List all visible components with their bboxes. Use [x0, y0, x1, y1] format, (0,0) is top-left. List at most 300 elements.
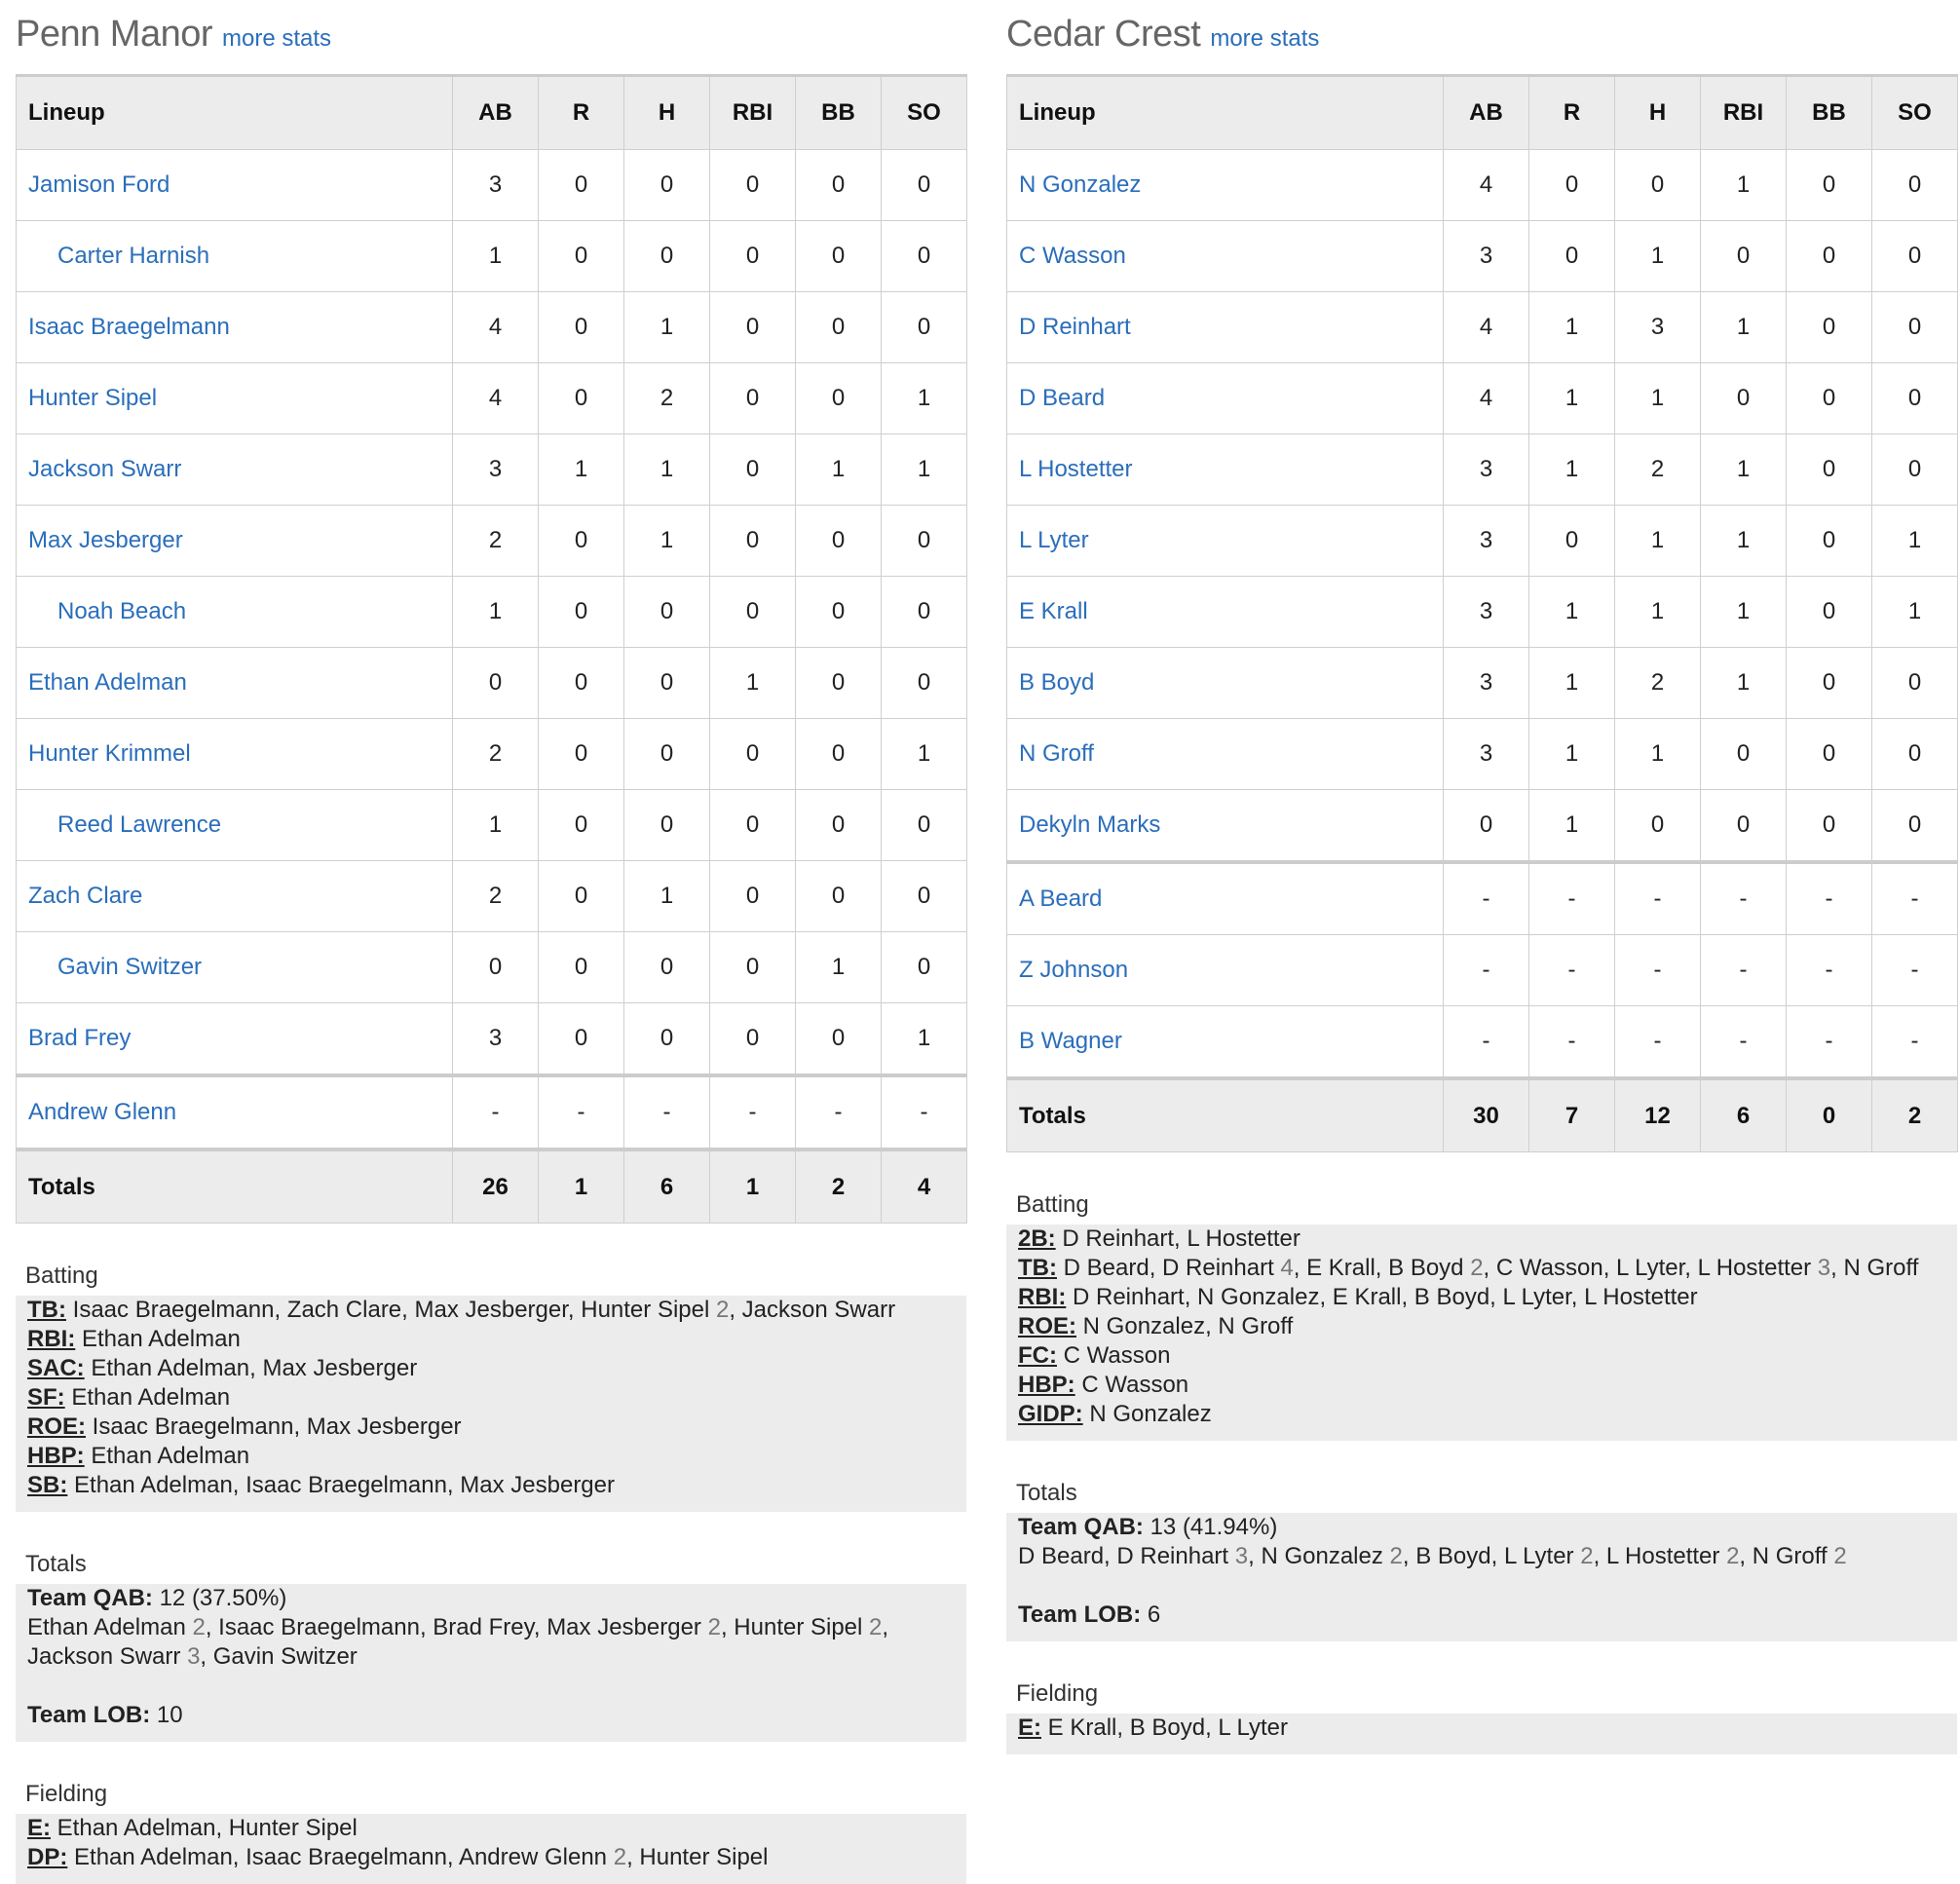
stat-cell: 1 [1872, 577, 1958, 648]
stat-cell: 0 [882, 221, 967, 292]
stat-label: DP: [27, 1844, 68, 1870]
column-header: BB [1787, 76, 1872, 150]
stat-cell: 2 [1615, 648, 1701, 719]
stat-count: 2 [869, 1614, 883, 1640]
stat-cell: 0 [882, 790, 967, 861]
batting-line [1018, 1312, 1945, 1341]
stat-count: 2 [715, 1297, 730, 1323]
totals-label: Totals [17, 1149, 453, 1224]
stat-cell: 0 [796, 150, 882, 221]
qab-players-line [27, 1613, 955, 1642]
stat-cell: 1 [1701, 577, 1787, 648]
stat-cell: - [1615, 935, 1701, 1006]
team-qab-value: 12 (37.50%) [159, 1585, 287, 1611]
stat-cell: 3 [1444, 434, 1529, 506]
stat-cell: 0 [624, 1003, 710, 1076]
column-header: AB [453, 76, 539, 150]
stat-text: C Wasson [1063, 1342, 1171, 1369]
player-row [17, 221, 967, 292]
team-lob-label: Team LOB: [1018, 1601, 1142, 1628]
team-qab-label: Team QAB: [1018, 1514, 1144, 1540]
stat-cell: 0 [1701, 719, 1787, 790]
player-name-link[interactable]: Max Jesberger [17, 506, 453, 577]
column-header: RBI [710, 76, 796, 150]
stat-cell: 0 [796, 1003, 882, 1076]
stat-cell: - [1529, 1006, 1615, 1079]
player-name-link[interactable]: A Beard [1007, 862, 1444, 935]
batting-line [27, 1325, 955, 1354]
stat-text: D Reinhart, L Hostetter [1062, 1225, 1300, 1252]
fielding-box [1006, 1675, 1957, 1754]
player-name-link[interactable]: Carter Harnish [17, 221, 453, 292]
batting-title: Batting [1006, 1186, 1957, 1225]
stat-label: SF: [27, 1384, 65, 1411]
stat-text: , Jackson Swarr [729, 1297, 896, 1323]
player-name-link[interactable]: Hunter Sipel [17, 363, 453, 434]
stat-label: 2B: [1018, 1225, 1056, 1252]
stat-cell: 0 [710, 577, 796, 648]
stat-cell: - [1615, 862, 1701, 935]
totals-cell: 2 [1872, 1078, 1958, 1152]
stat-cell: 0 [710, 363, 796, 434]
player-name-link[interactable]: Jackson Swarr [17, 434, 453, 506]
stat-cell: 2 [624, 363, 710, 434]
player-name-link[interactable]: Brad Frey [17, 1003, 453, 1076]
stat-count: 2 [613, 1844, 627, 1870]
player-row [1007, 862, 1958, 935]
player-name-link[interactable]: C Wasson [1007, 221, 1444, 292]
stat-text: Ethan Adelman, Isaac Braegelmann, Andrew Glenn [74, 1844, 614, 1870]
stat-cell: 0 [624, 648, 710, 719]
stat-text: D Beard, D Reinhart [1018, 1543, 1235, 1569]
stat-text: , Hunter Sipel [626, 1844, 769, 1870]
stat-cell: 0 [1872, 150, 1958, 221]
player-name-link[interactable]: Hunter Krimmel [17, 719, 453, 790]
stat-label: E: [27, 1815, 51, 1841]
stat-cell: 0 [1872, 434, 1958, 506]
stat-cell: 1 [1529, 648, 1615, 719]
stat-cell: 0 [882, 861, 967, 932]
totals-cell: 26 [453, 1149, 539, 1224]
column-header: RBI [1701, 76, 1787, 150]
team-lob-label: Team LOB: [27, 1702, 151, 1728]
stat-cell: 1 [1701, 648, 1787, 719]
team-qab-value: 13 (41.94%) [1150, 1514, 1278, 1540]
player-name-link[interactable]: N Gonzalez [1007, 150, 1444, 221]
fielding-line [27, 1814, 955, 1843]
totals-cell: 30 [1444, 1078, 1529, 1152]
stat-cell: 1 [1701, 292, 1787, 363]
stat-cell: 1 [882, 719, 967, 790]
more-stats-link[interactable]: more stats [222, 25, 332, 52]
column-header: SO [882, 76, 967, 150]
stat-cell: 1 [453, 221, 539, 292]
player-row [17, 363, 967, 434]
stat-cell: - [624, 1075, 710, 1149]
stat-cell: 0 [1872, 363, 1958, 434]
stat-count: 4 [1280, 1255, 1294, 1281]
stat-cell: 1 [710, 648, 796, 719]
stat-text: D Reinhart, N Gonzalez, E Krall, B Boyd, L Lyter, L Hostetter [1073, 1284, 1698, 1310]
stat-cell: - [1529, 862, 1615, 935]
player-row [1007, 719, 1958, 790]
stat-cell: 1 [1701, 434, 1787, 506]
stat-label: TB: [1018, 1255, 1057, 1281]
stat-text: , N Gonzalez [1248, 1543, 1390, 1569]
player-row [17, 719, 967, 790]
player-row [17, 932, 967, 1003]
stat-cell: 0 [539, 577, 624, 648]
stat-text: Ethan Adelman [27, 1614, 193, 1640]
table-header-row [1007, 76, 1958, 150]
stat-cell: 1 [1701, 506, 1787, 577]
stat-cell: 0 [1787, 577, 1872, 648]
stat-cell: 0 [710, 719, 796, 790]
stat-label: E: [1018, 1714, 1041, 1741]
stat-cell: 0 [453, 648, 539, 719]
stat-cell: 0 [1444, 790, 1529, 863]
player-name-link[interactable]: Isaac Braegelmann [17, 292, 453, 363]
batting-title: Batting [16, 1257, 966, 1296]
stat-cell: 0 [796, 648, 882, 719]
stat-count: 3 [1234, 1543, 1249, 1569]
team-qab-line [1018, 1513, 1945, 1542]
batting-line [27, 1442, 955, 1471]
player-row [1007, 577, 1958, 648]
stat-cell: - [882, 1075, 967, 1149]
batting-line [27, 1413, 955, 1442]
stat-text: Ethan Adelman, Hunter Sipel [57, 1815, 358, 1841]
player-name-link[interactable]: Dekyln Marks [1007, 790, 1444, 863]
team-name: Cedar Crest [1006, 14, 1201, 55]
player-name-link[interactable]: Jamison Ford [17, 150, 453, 221]
player-row [17, 150, 967, 221]
totals-row [1007, 1078, 1958, 1152]
stat-count: 3 [1817, 1255, 1831, 1281]
stat-cell: - [1872, 1006, 1958, 1079]
stat-cell: 3 [453, 434, 539, 506]
stat-cell: 0 [796, 506, 882, 577]
stat-text: N Gonzalez, N Groff [1082, 1313, 1294, 1339]
stat-cell: 0 [1529, 150, 1615, 221]
stat-cell: 1 [453, 577, 539, 648]
qab-players-line [1018, 1542, 1945, 1571]
stat-cell: 0 [624, 221, 710, 292]
stat-cell: 0 [796, 292, 882, 363]
stat-cell: 0 [539, 790, 624, 861]
stat-cell: 0 [710, 1003, 796, 1076]
stat-cell: 1 [453, 790, 539, 861]
player-name-link[interactable]: Z Johnson [1007, 935, 1444, 1006]
stat-cell: 0 [539, 719, 624, 790]
stat-cell: - [1787, 862, 1872, 935]
stat-cell: 3 [1444, 577, 1529, 648]
stat-cell: 0 [882, 150, 967, 221]
player-row [1007, 506, 1958, 577]
stat-text: , N Groff [1739, 1543, 1834, 1569]
stat-cell: 0 [796, 861, 882, 932]
stat-cell: 1 [1615, 719, 1701, 790]
stat-text: , Isaac Braegelmann, Brad Frey, Max Jesberger [205, 1614, 708, 1640]
stat-cell: 0 [882, 506, 967, 577]
stat-text: Ethan Adelman, Max Jesberger [91, 1355, 418, 1381]
stat-label: RBI: [27, 1326, 76, 1352]
player-name-link[interactable]: Noah Beach [17, 577, 453, 648]
player-row [17, 1075, 967, 1149]
player-name-link[interactable]: Zach Clare [17, 861, 453, 932]
player-name-link[interactable]: Gavin Switzer [17, 932, 453, 1003]
totals-label: Totals [1007, 1078, 1444, 1152]
stat-cell: 1 [1529, 434, 1615, 506]
stat-cell: 2 [453, 719, 539, 790]
stat-cell: 0 [710, 506, 796, 577]
totals-cell: 1 [539, 1149, 624, 1224]
stat-cell: 3 [1444, 648, 1529, 719]
stat-cell: - [796, 1075, 882, 1149]
stat-cell: 4 [1444, 363, 1529, 434]
batting-line [1018, 1341, 1945, 1371]
player-row [1007, 292, 1958, 363]
batting-line [1018, 1400, 1945, 1429]
stat-cell: 0 [710, 150, 796, 221]
stat-cell: 0 [710, 932, 796, 1003]
stat-cell: - [1701, 1006, 1787, 1079]
stat-cell: 0 [1615, 790, 1701, 863]
stat-cell: - [1701, 935, 1787, 1006]
stat-count: 2 [1470, 1255, 1484, 1281]
totals-cell: 0 [1787, 1078, 1872, 1152]
player-row [1007, 790, 1958, 863]
player-name-link[interactable]: L Hostetter [1007, 434, 1444, 506]
stat-cell: 0 [539, 292, 624, 363]
team-qab-line [27, 1584, 955, 1613]
stat-cell: 1 [1615, 506, 1701, 577]
player-name-link[interactable]: B Wagner [1007, 1006, 1444, 1079]
stat-cell: - [1787, 1006, 1872, 1079]
column-header: R [1529, 76, 1615, 150]
stat-cell: 0 [539, 506, 624, 577]
stat-cell: 0 [539, 932, 624, 1003]
stat-cell: 0 [1787, 363, 1872, 434]
stat-cell: 0 [1872, 790, 1958, 863]
player-name-link[interactable]: N Groff [1007, 719, 1444, 790]
stat-text: , E Krall, B Boyd [1293, 1255, 1471, 1281]
player-row [17, 506, 967, 577]
team-lob-value: 10 [156, 1702, 183, 1728]
team-column-home [16, 14, 966, 1884]
player-name-link[interactable]: L Lyter [1007, 506, 1444, 577]
batting-box [16, 1257, 966, 1512]
stat-count: 2 [1580, 1543, 1594, 1569]
player-name-link[interactable]: Andrew Glenn [17, 1075, 453, 1149]
stat-label: FC: [1018, 1342, 1057, 1369]
player-row [1007, 935, 1958, 1006]
totals-cell: 6 [624, 1149, 710, 1224]
stat-cell: 0 [1787, 790, 1872, 863]
batting-line [27, 1296, 955, 1325]
column-header: AB [1444, 76, 1529, 150]
column-header: H [624, 76, 710, 150]
column-header: H [1615, 76, 1701, 150]
stat-cell: 1 [624, 434, 710, 506]
stat-cell: 0 [1787, 719, 1872, 790]
player-name-link[interactable]: Ethan Adelman [17, 648, 453, 719]
player-name-link[interactable]: Reed Lawrence [17, 790, 453, 861]
player-row [17, 1003, 967, 1076]
stat-cell: 1 [624, 292, 710, 363]
batting-line [1018, 1225, 1945, 1254]
team-lob-value: 6 [1147, 1601, 1161, 1628]
stat-cell: 0 [1787, 506, 1872, 577]
player-row [1007, 363, 1958, 434]
team-lob-line [1018, 1601, 1945, 1630]
stat-cell: 0 [1787, 648, 1872, 719]
stat-cell: 2 [1615, 434, 1701, 506]
qab-players-line [27, 1642, 955, 1672]
stat-cell: 3 [1444, 506, 1529, 577]
player-row [17, 577, 967, 648]
stat-cell: 0 [624, 932, 710, 1003]
stat-cell: 3 [453, 150, 539, 221]
stat-text: Ethan Adelman [71, 1384, 231, 1411]
fielding-line [1018, 1714, 1945, 1743]
table-header-row [17, 76, 967, 150]
column-header: BB [796, 76, 882, 150]
stat-cell: 0 [624, 790, 710, 861]
stat-text: D Beard, D Reinhart [1063, 1255, 1281, 1281]
totals-cell: 12 [1615, 1078, 1701, 1152]
stat-cell: 0 [882, 648, 967, 719]
stat-count: 2 [192, 1614, 206, 1640]
stat-cell: 0 [539, 648, 624, 719]
stat-cell: 0 [1787, 221, 1872, 292]
stat-cell: 0 [453, 932, 539, 1003]
stat-label: HBP: [1018, 1372, 1075, 1398]
stat-cell: 1 [1615, 577, 1701, 648]
stat-label: TB: [27, 1297, 66, 1323]
stat-count: 2 [1833, 1543, 1847, 1569]
fielding-line [27, 1843, 955, 1872]
team-lob-line [27, 1701, 955, 1730]
more-stats-link[interactable]: more stats [1210, 25, 1320, 52]
player-name-link[interactable]: D Beard [1007, 363, 1444, 434]
stat-cell: - [1529, 935, 1615, 1006]
stat-cell: 4 [453, 292, 539, 363]
stat-cell: 0 [539, 150, 624, 221]
stat-cell: 0 [1701, 363, 1787, 434]
stat-cell: 0 [882, 292, 967, 363]
stat-cell: 0 [539, 861, 624, 932]
stat-text: Ethan Adelman [91, 1443, 250, 1469]
stat-text: , N Groff [1830, 1255, 1919, 1281]
stat-text: , [882, 1614, 889, 1640]
stat-cell: 1 [796, 932, 882, 1003]
column-header: R [539, 76, 624, 150]
stat-count: 2 [1726, 1543, 1740, 1569]
lineup-table [16, 74, 967, 1224]
team-qab-label: Team QAB: [27, 1585, 153, 1611]
batting-box [1006, 1186, 1957, 1441]
stat-count: 2 [707, 1614, 721, 1640]
totals-cell: 7 [1529, 1078, 1615, 1152]
stat-text: Isaac Braegelmann, Max Jesberger [92, 1413, 462, 1440]
batting-line [1018, 1283, 1945, 1312]
stat-cell: 0 [710, 434, 796, 506]
batting-line [27, 1383, 955, 1413]
stat-cell: 1 [1615, 363, 1701, 434]
stat-text: C Wasson [1081, 1372, 1189, 1398]
player-name-link[interactable]: E Krall [1007, 577, 1444, 648]
stat-cell: 0 [624, 577, 710, 648]
fielding-title: Fielding [1006, 1675, 1957, 1714]
stat-cell: 0 [624, 719, 710, 790]
player-row [1007, 221, 1958, 292]
stat-cell: - [453, 1075, 539, 1149]
player-row [17, 861, 967, 932]
totals-title: Totals [1006, 1474, 1957, 1513]
stat-cell: 3 [1444, 221, 1529, 292]
stat-count: 2 [1389, 1543, 1403, 1569]
player-name-link[interactable]: B Boyd [1007, 648, 1444, 719]
stat-cell: 1 [882, 434, 967, 506]
totals-cell: 1 [710, 1149, 796, 1224]
stat-cell: 0 [710, 221, 796, 292]
stat-cell: - [1444, 1006, 1529, 1079]
stat-cell: 0 [710, 861, 796, 932]
stat-cell: 4 [1444, 292, 1529, 363]
totals-cell: 2 [796, 1149, 882, 1224]
stat-cell: 0 [882, 577, 967, 648]
stat-label: SAC: [27, 1355, 85, 1381]
stat-label: SB: [27, 1472, 68, 1498]
stat-cell: 1 [1872, 506, 1958, 577]
fielding-box [16, 1775, 966, 1884]
player-row [1007, 434, 1958, 506]
player-row [1007, 648, 1958, 719]
column-header: Lineup [1007, 76, 1444, 150]
team-name: Penn Manor [16, 14, 213, 55]
stat-text: N Gonzalez [1089, 1401, 1212, 1427]
stat-cell: 0 [710, 790, 796, 861]
stat-label: HBP: [27, 1443, 85, 1469]
totals-box [1006, 1474, 1957, 1641]
stat-cell: 0 [1701, 790, 1787, 863]
stat-cell: 1 [1529, 577, 1615, 648]
stat-label: ROE: [1018, 1313, 1076, 1339]
stat-cell: 1 [624, 506, 710, 577]
stat-cell: 0 [539, 1003, 624, 1076]
totals-row [17, 1149, 967, 1224]
stat-cell: 0 [1872, 719, 1958, 790]
stat-cell: 1 [1529, 363, 1615, 434]
stat-cell: 3 [1615, 292, 1701, 363]
stat-cell: 4 [1444, 150, 1529, 221]
stat-cell: - [539, 1075, 624, 1149]
stat-cell: 1 [882, 1003, 967, 1076]
stat-cell: 0 [539, 221, 624, 292]
stat-cell: - [710, 1075, 796, 1149]
stat-cell: 0 [1529, 506, 1615, 577]
player-row [1007, 1006, 1958, 1079]
player-name-link[interactable]: D Reinhart [1007, 292, 1444, 363]
fielding-title: Fielding [16, 1775, 966, 1814]
stat-cell: 0 [796, 790, 882, 861]
stat-cell: 0 [1872, 648, 1958, 719]
stat-cell: - [1444, 862, 1529, 935]
batting-line [27, 1354, 955, 1383]
totals-box [16, 1545, 966, 1742]
batting-line [1018, 1254, 1945, 1283]
